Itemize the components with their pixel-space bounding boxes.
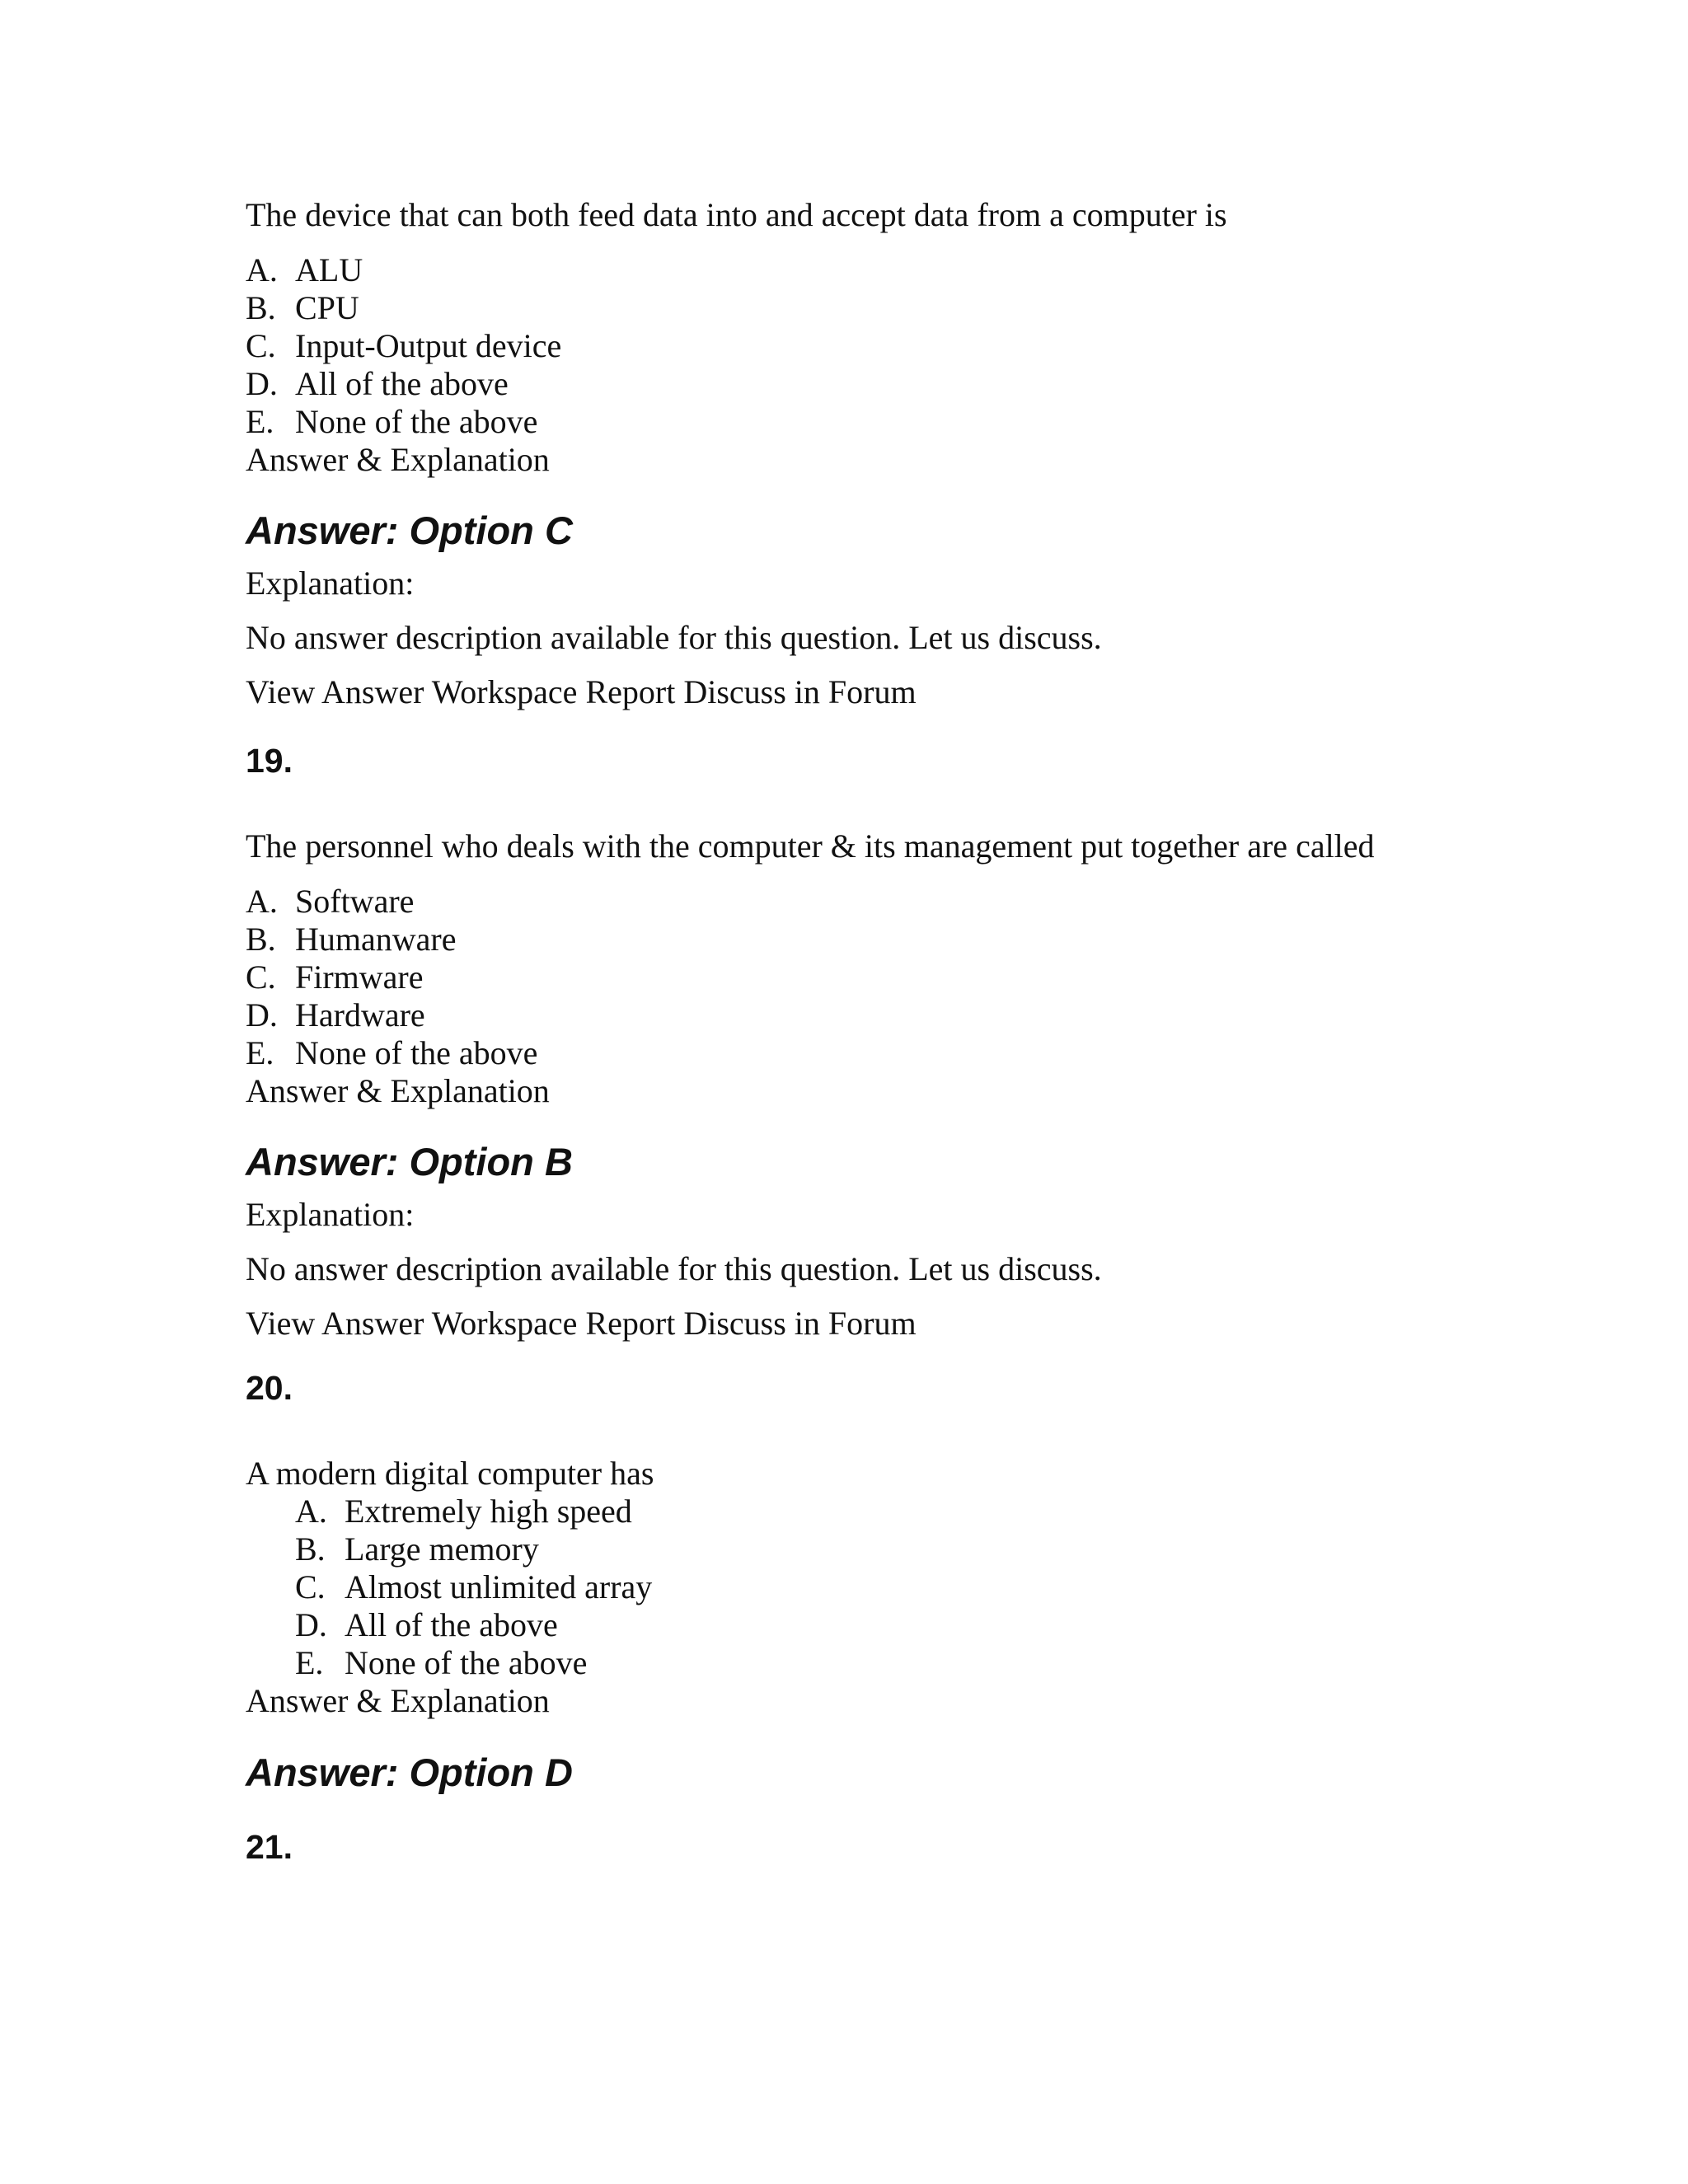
explanation-text: No answer description available for this question. Let us discuss. — [246, 1250, 1102, 1287]
answer-explanation-label: Answer & Explanation — [246, 441, 550, 478]
explanation-text: No answer description available for this question. Let us discuss. — [246, 619, 1102, 656]
option-letter: C. — [246, 958, 276, 996]
option-b — [295, 1530, 539, 1568]
option-text: None of the above — [345, 1644, 588, 1681]
option-text: Large memory — [345, 1530, 539, 1568]
option-letter: A. — [246, 251, 278, 288]
option-letter: C. — [295, 1568, 326, 1605]
option-letter: B. — [246, 289, 276, 326]
explanation-label: Explanation: — [246, 1196, 415, 1233]
option-text: All of the above — [345, 1606, 558, 1643]
answer-heading: Answer: Option C — [246, 509, 573, 552]
option-letter: C. — [246, 327, 276, 364]
answer-explanation-label: Answer & Explanation — [246, 1072, 550, 1109]
option-letter: D. — [246, 365, 278, 402]
question-text: A modern digital computer has — [246, 1455, 654, 1492]
option-text: Software — [295, 883, 415, 920]
option-text: All of the above — [295, 365, 509, 402]
option-letter: B. — [295, 1530, 326, 1568]
report-link[interactable]: Report — [585, 673, 676, 710]
option-text: Extremely high speed — [345, 1493, 632, 1530]
option-e — [246, 403, 537, 441]
question-number: 20. — [246, 1369, 293, 1407]
option-letter: E. — [295, 1644, 324, 1681]
option-letter: A. — [246, 883, 278, 920]
option-a — [295, 1493, 632, 1530]
option-text: Humanware — [295, 921, 457, 958]
option-text: ALU — [295, 251, 363, 288]
answer-heading: Answer: Option D — [246, 1750, 573, 1794]
option-letter: D. — [295, 1606, 327, 1643]
option-letter: B. — [246, 921, 276, 958]
option-text: Firmware — [295, 958, 424, 996]
option-text: None of the above — [295, 403, 538, 440]
option-a — [246, 251, 363, 289]
option-text: None of the above — [295, 1034, 538, 1071]
answer-explanation-label: Answer & Explanation — [246, 1682, 550, 1719]
discuss-link[interactable]: Discuss in Forum — [683, 1305, 917, 1342]
option-letter: A. — [295, 1493, 327, 1530]
option-text: Almost unlimited array — [345, 1568, 653, 1605]
action-links — [246, 673, 917, 711]
workspace-link[interactable]: Workspace — [431, 1305, 578, 1342]
action-links — [246, 1305, 917, 1343]
view-answer-link[interactable]: View Answer — [246, 1305, 424, 1342]
option-letter: E. — [246, 1034, 274, 1071]
option-text: CPU — [295, 289, 359, 326]
explanation-label: Explanation: — [246, 565, 415, 602]
option-letter: E. — [246, 403, 274, 440]
option-letter: D. — [246, 996, 278, 1033]
option-text: Hardware — [295, 996, 425, 1033]
report-link[interactable]: Report — [585, 1305, 676, 1342]
option-e — [246, 1034, 537, 1072]
option-c — [246, 327, 561, 365]
question-text: The personnel who deals with the computer & its management put together are called — [246, 827, 1375, 865]
option-text: Input-Output device — [295, 327, 562, 364]
option-e — [295, 1644, 587, 1682]
option-d — [246, 365, 509, 403]
view-answer-link[interactable]: View Answer — [246, 673, 424, 710]
workspace-link[interactable]: Workspace — [431, 673, 578, 710]
question-text: The device that can both feed data into and accept data from a computer is — [246, 196, 1227, 233]
option-b — [246, 289, 359, 327]
option-d — [246, 996, 425, 1034]
option-c — [246, 958, 424, 996]
option-b — [246, 921, 456, 958]
answer-heading: Answer: Option B — [246, 1140, 573, 1183]
discuss-link[interactable]: Discuss in Forum — [683, 673, 917, 710]
question-number: 19. — [246, 742, 293, 780]
option-c — [295, 1568, 652, 1606]
question-number: 21. — [246, 1828, 293, 1866]
option-a — [246, 883, 414, 921]
option-d — [295, 1606, 558, 1644]
